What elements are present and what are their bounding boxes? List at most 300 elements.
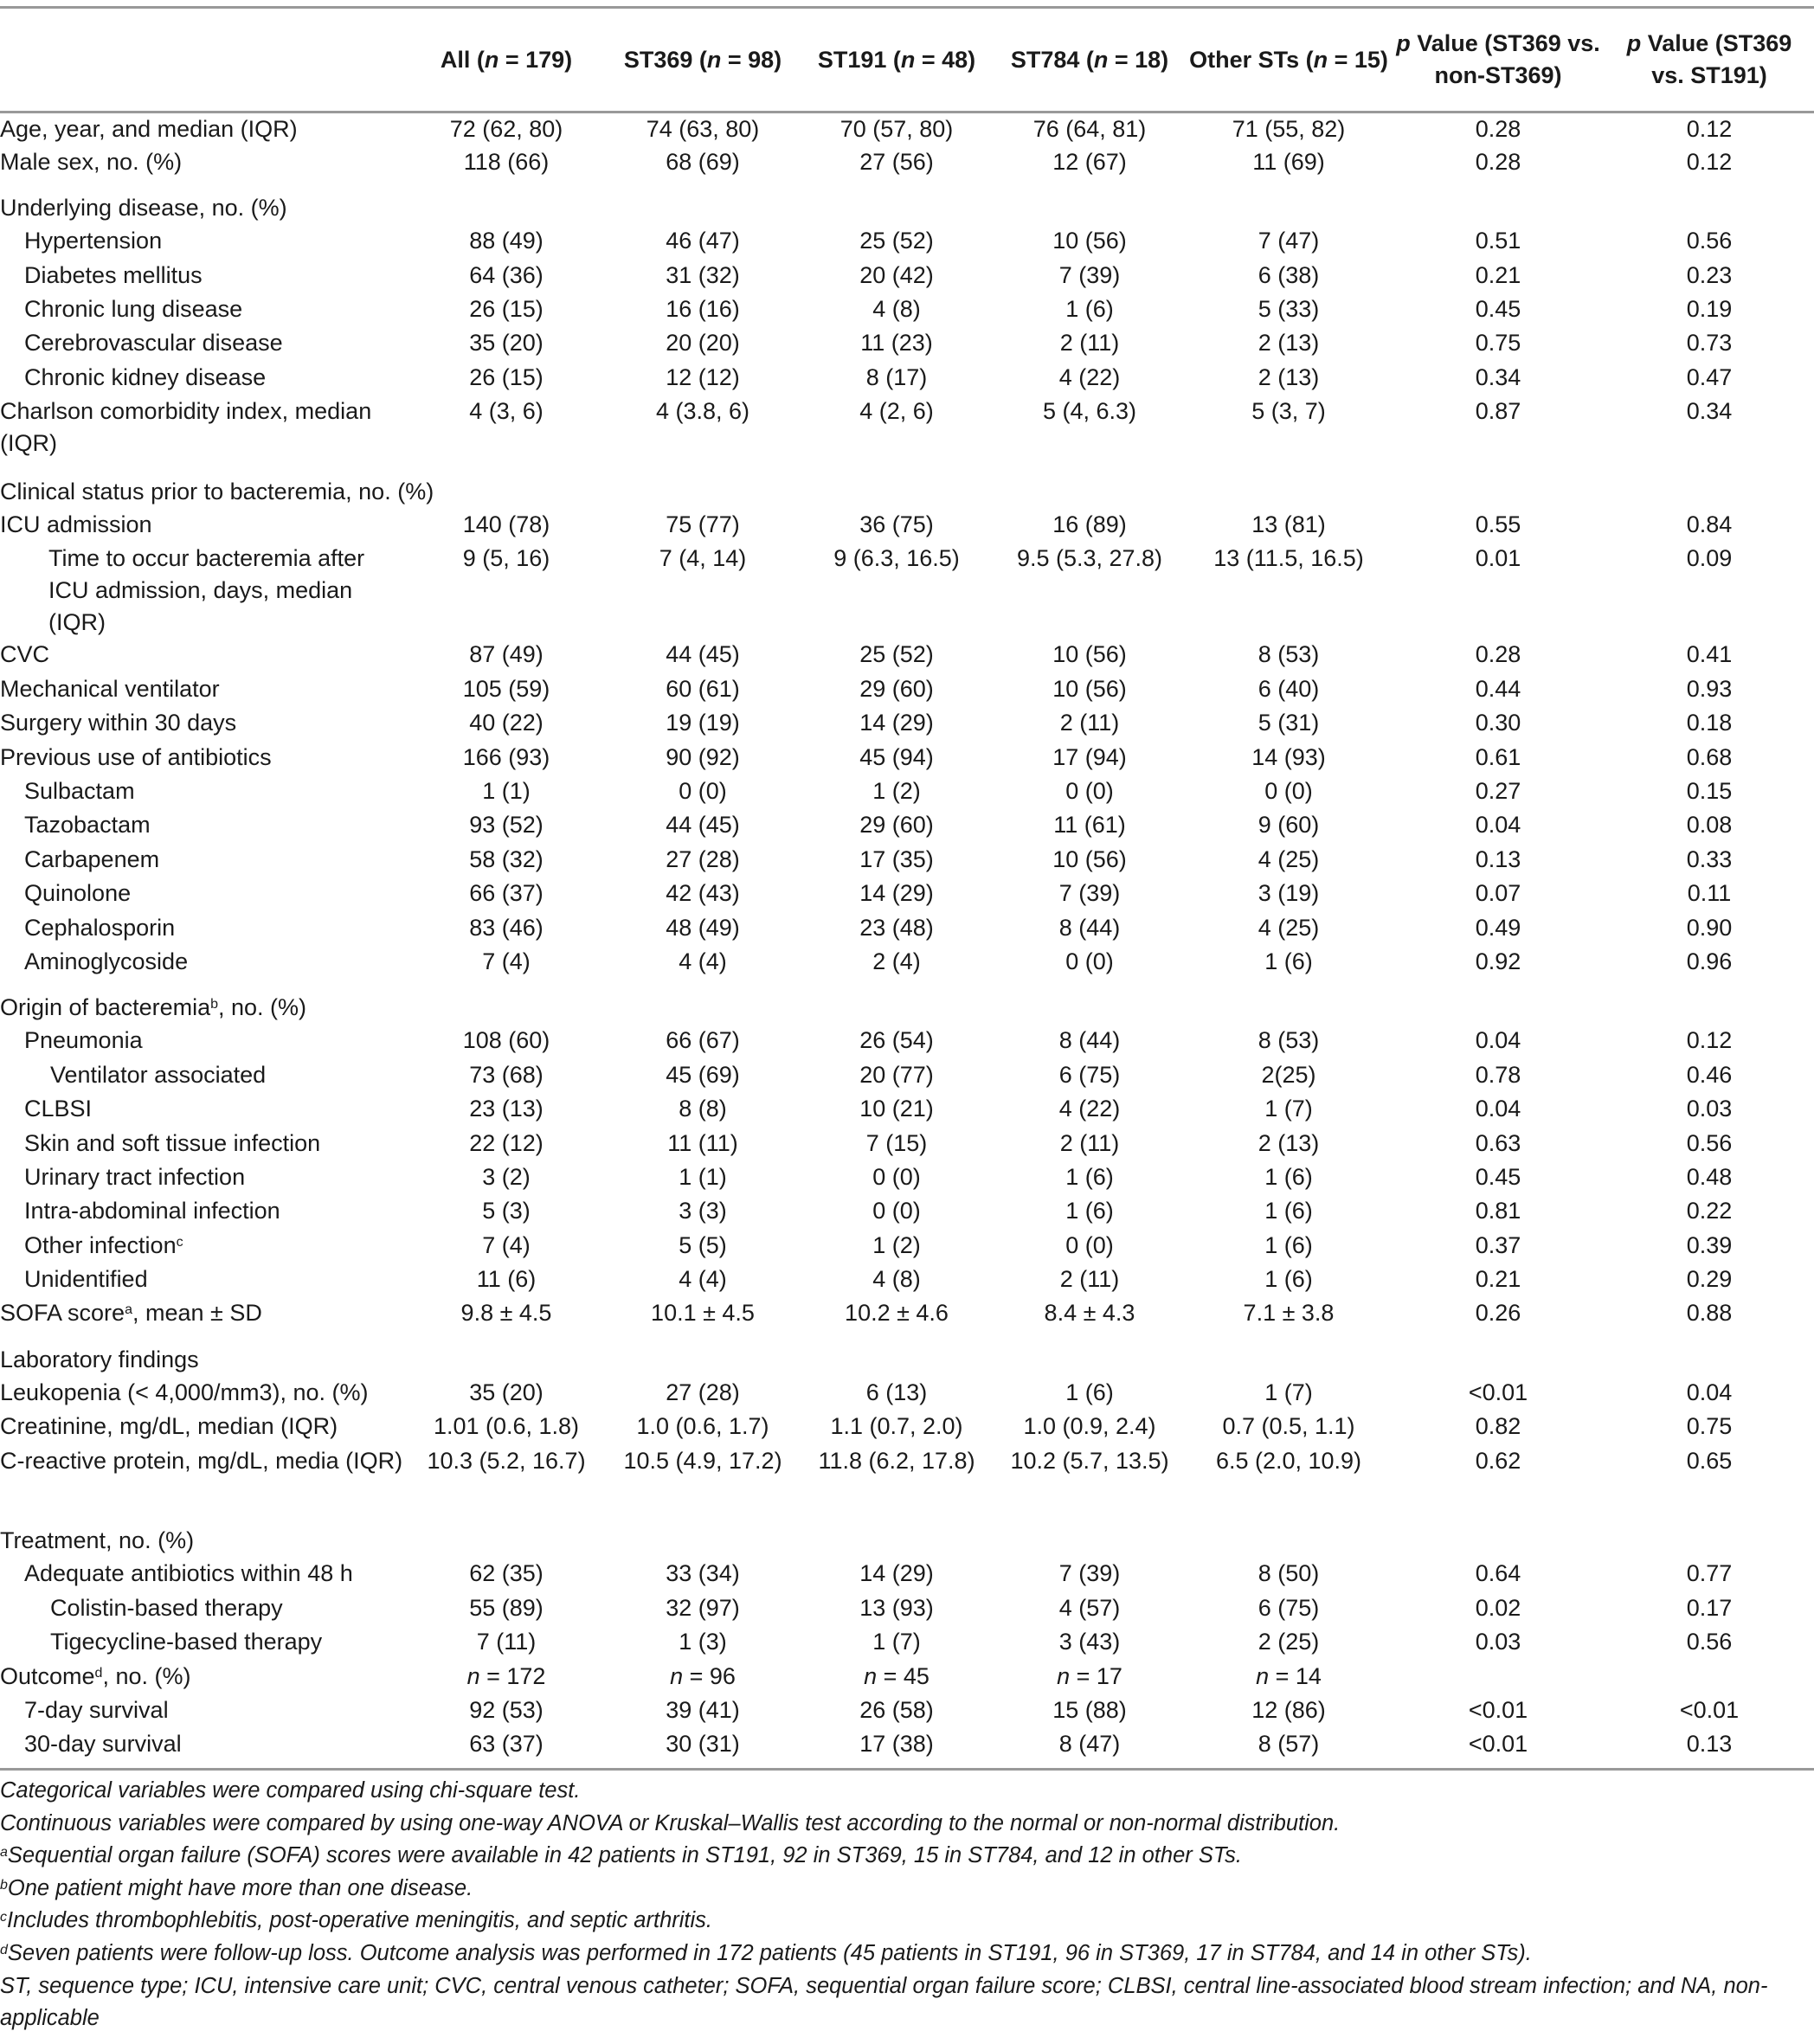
row-label-text	[24, 1263, 407, 1295]
cell-col-6: 0.28	[1475, 641, 1521, 668]
row-label	[0, 673, 407, 707]
cell-col-5: 1 (7)	[1264, 1379, 1313, 1405]
row-label-text	[0, 673, 407, 705]
column-header-suffix: = 18)	[1108, 46, 1169, 73]
cell-col-3: 10 (21)	[859, 1096, 934, 1122]
row-label	[0, 260, 407, 293]
cell-col-7: 0.18	[1686, 710, 1733, 736]
cell-col-7: 0.03	[1686, 1096, 1733, 1122]
table-row	[0, 1161, 1814, 1195]
cell-col-1: 118 (66)	[463, 148, 550, 175]
cell-col-1: 23 (13)	[469, 1096, 544, 1122]
cell-col-7: 0.48	[1686, 1163, 1733, 1190]
row-label-text	[24, 293, 407, 325]
table-row	[0, 1445, 1814, 1514]
row-label	[0, 1377, 407, 1411]
cell-col-6: 0.61	[1475, 743, 1521, 770]
cell-col-1: 108 (60)	[462, 1027, 550, 1054]
row-label	[0, 1059, 407, 1093]
cell-col-7	[1605, 180, 1814, 225]
cell-col-4: 8 (47)	[1058, 1731, 1121, 1758]
row-label	[0, 509, 407, 543]
footnote	[0, 1808, 1800, 1841]
row-label-main: Colistin-based therapy	[50, 1594, 283, 1621]
cell-col-7: 0.09	[1686, 545, 1733, 572]
row-label-text	[0, 1411, 407, 1443]
cell-col-7: 0.77	[1686, 1560, 1733, 1587]
footnote	[0, 1905, 1800, 1938]
cell-col-2: 30 (31)	[666, 1731, 740, 1758]
row-label-text	[0, 192, 407, 224]
cell-col-2: 10.1 ± 4.5	[651, 1300, 755, 1327]
cell-col-6: 0.34	[1475, 363, 1521, 390]
cell-col-1: 73 (68)	[469, 1061, 544, 1088]
cell-col-2: 16 (16)	[666, 296, 740, 323]
cell-col-4: 10 (56)	[1052, 675, 1127, 702]
footnote	[0, 1873, 1800, 1906]
column-header-suffix: = 15)	[1328, 46, 1388, 73]
cell-col-6: 0.03	[1475, 1629, 1521, 1655]
cell-col-7	[1605, 980, 1814, 1025]
cell-col-2: n = 96	[670, 1662, 736, 1689]
cell-col-6: 0.04	[1475, 1027, 1521, 1054]
row-label-text	[24, 912, 407, 944]
cell-col-1: 72 (62, 80)	[449, 116, 563, 142]
row-label-text	[24, 809, 407, 841]
row-label	[0, 877, 407, 911]
n-symbol: n	[864, 1662, 878, 1689]
cell-col-3: 20 (77)	[859, 1061, 934, 1088]
cell-col-1	[407, 464, 606, 509]
cell-col-1: 166 (93)	[462, 743, 550, 770]
table-footnotes	[0, 1775, 1800, 2035]
cell-col-4: 2 (11)	[1059, 1129, 1120, 1156]
row-label	[0, 1694, 407, 1728]
footnote-text: Seven patients were follow-up loss. Outcome analysis was performed in 172 patients (45 patients in ST191, 96 in ST369, 17 in ST784, and 14 in other STs).	[7, 1940, 1532, 1965]
cell-col-7: 0.90	[1686, 914, 1733, 941]
table-row	[0, 1195, 1814, 1229]
cell-col-2: 66 (67)	[666, 1027, 740, 1054]
cell-col-3: 1 (2)	[872, 1231, 921, 1258]
row-label-main: Charlson comorbidity index, median (IQR)	[0, 398, 372, 457]
cell-col-7: 0.73	[1686, 330, 1733, 357]
cell-col-1	[407, 1513, 606, 1558]
row-label-text	[0, 1525, 407, 1557]
footnote	[0, 1970, 1800, 2035]
cell-col-5: 11 (69)	[1252, 148, 1325, 175]
cell-col-2: 3 (3)	[679, 1198, 727, 1224]
cell-col-5: 13 (81)	[1251, 511, 1326, 538]
table-row	[0, 1513, 1814, 1558]
cell-col-6: 0.63	[1475, 1129, 1521, 1156]
row-label-main: C-reactive protein, mg/dL, media (IQR)	[0, 1447, 403, 1474]
table-row	[0, 877, 1814, 911]
cell-col-3: 25 (52)	[859, 641, 934, 668]
row-label-main: 7-day survival	[24, 1696, 169, 1723]
table-row	[0, 844, 1814, 877]
row-label	[0, 946, 407, 980]
table-row	[0, 395, 1814, 464]
cell-col-4: 16 (89)	[1052, 511, 1127, 538]
cell-col-6	[1392, 1661, 1605, 1694]
cell-col-4: 8.4 ± 4.3	[1044, 1300, 1135, 1327]
row-label-main: Quinolone	[24, 880, 132, 907]
row-label	[0, 1592, 407, 1626]
cell-col-6: <0.01	[1468, 1379, 1528, 1405]
row-label-text	[24, 775, 407, 807]
table-row	[0, 1332, 1814, 1377]
row-label-main: Unidentified	[24, 1266, 148, 1293]
row-label	[0, 225, 407, 259]
cell-col-7: 0.29	[1686, 1266, 1733, 1293]
row-label-main: Hypertension	[24, 228, 163, 254]
cell-col-3: 70 (57, 80)	[839, 116, 954, 142]
row-label-text	[0, 1297, 407, 1329]
footnote-marker: c	[176, 1234, 183, 1250]
cell-col-5: 2 (13)	[1258, 1129, 1320, 1156]
cell-col-4	[994, 1513, 1186, 1558]
column-header-prefix: Other STs (	[1189, 46, 1314, 73]
cell-col-2	[606, 1332, 800, 1377]
column-header-0	[0, 8, 407, 112]
cell-col-4	[994, 980, 1186, 1025]
row-label-main: Pneumonia	[24, 1027, 143, 1054]
cell-col-2	[606, 180, 800, 225]
cell-col-4: 0 (0)	[1065, 948, 1114, 974]
cell-col-2: 1 (1)	[679, 1163, 727, 1190]
cell-col-2: 4 (4)	[679, 1266, 727, 1293]
cell-col-4: 0 (0)	[1065, 1231, 1114, 1258]
cell-col-4: 2 (11)	[1059, 710, 1120, 736]
table-row	[0, 1230, 1814, 1263]
cell-col-3: 14 (29)	[859, 710, 934, 736]
row-label	[0, 293, 407, 327]
cell-col-3: 17 (35)	[859, 845, 934, 872]
table-row	[0, 260, 1814, 293]
cell-col-7: 0.68	[1686, 743, 1733, 770]
cell-col-7: 0.75	[1686, 1413, 1733, 1440]
table-bottom-rule	[0, 1768, 1814, 1771]
row-label	[0, 980, 407, 1025]
row-label-text	[50, 1059, 407, 1091]
table-row	[0, 464, 1814, 509]
cell-col-7: 0.96	[1686, 948, 1733, 974]
row-label-main: CLBSI	[24, 1096, 93, 1122]
cell-col-3: 11 (23)	[860, 330, 933, 357]
cell-col-4: 9.5 (5.3, 27.8)	[1016, 545, 1163, 572]
cell-col-1: 1.01 (0.6, 1.8)	[433, 1413, 580, 1440]
row-label	[0, 1411, 407, 1444]
row-label	[0, 180, 407, 225]
row-label-main: Skin and soft tissue infection	[24, 1129, 321, 1156]
cell-col-6: 0.01	[1475, 545, 1521, 572]
cell-col-6	[1392, 180, 1605, 225]
row-label-main: SOFA score	[0, 1300, 125, 1327]
column-header-suffix: Value (ST369 vs. non-ST369)	[1410, 30, 1600, 88]
n-symbol: n	[1057, 1662, 1071, 1689]
cell-col-1: 40 (22)	[469, 710, 544, 736]
cell-col-6: 0.30	[1475, 710, 1521, 736]
table-row	[0, 946, 1814, 980]
footnote-marker: c	[0, 1910, 7, 1925]
cell-col-5: 4 (25)	[1258, 914, 1320, 941]
table-row	[0, 327, 1814, 361]
row-label-text	[24, 1694, 407, 1726]
row-label	[0, 742, 407, 775]
cell-col-5: 7 (47)	[1258, 228, 1320, 254]
row-label-text	[24, 1230, 407, 1262]
cell-col-5: 14 (93)	[1251, 743, 1326, 770]
table-row	[0, 809, 1814, 843]
row-label-main: Cephalosporin	[24, 914, 176, 941]
cell-col-6: <0.01	[1468, 1696, 1528, 1723]
cell-col-5	[1186, 980, 1392, 1025]
cell-col-7: 0.34	[1686, 398, 1733, 425]
column-header-suffix: = 179)	[499, 46, 573, 73]
row-label-suffix: , mean ± SD	[132, 1300, 262, 1327]
cell-col-7: 0.39	[1686, 1231, 1733, 1258]
row-label	[0, 146, 407, 180]
cell-col-3: 45 (94)	[859, 743, 934, 770]
cell-col-6	[1392, 464, 1605, 509]
cell-col-1: 35 (20)	[469, 1379, 544, 1405]
cell-col-5	[1186, 1332, 1392, 1377]
cell-col-4: 12 (67)	[1052, 148, 1127, 175]
row-label	[0, 1263, 407, 1297]
row-label-main: Carbapenem	[24, 845, 160, 872]
footnote-text: One patient might have more than one disease.	[7, 1875, 473, 1900]
cell-col-4: 1 (6)	[1065, 1163, 1114, 1190]
table-row	[0, 1093, 1814, 1127]
row-label	[0, 1558, 407, 1591]
footnote	[0, 1938, 1800, 1970]
cell-col-4: 1 (6)	[1065, 296, 1114, 323]
column-header-italic: n	[1313, 46, 1328, 73]
cell-col-4	[994, 1332, 1186, 1377]
cell-col-4: 11 (61)	[1053, 812, 1126, 839]
cell-col-3: 29 (60)	[859, 812, 934, 839]
column-header-italic: n	[1093, 46, 1109, 73]
row-label-main: Male sex, no. (%)	[0, 148, 183, 175]
cell-col-7: 0.08	[1686, 812, 1733, 839]
cell-col-1	[407, 980, 606, 1025]
cell-col-6: 0.78	[1475, 1061, 1521, 1088]
cell-col-7: 0.56	[1686, 228, 1733, 254]
cell-col-2: 48 (49)	[666, 914, 740, 941]
cell-col-3: 1.1 (0.7, 2.0)	[830, 1413, 963, 1440]
row-label-main: Diabetes mellitus	[24, 261, 203, 288]
row-label-main: Underlying disease, no. (%)	[0, 195, 287, 222]
row-label-main: Treatment, no. (%)	[0, 1527, 195, 1554]
row-label	[0, 395, 407, 464]
table-row	[0, 912, 1814, 946]
cell-col-6: 0.81	[1475, 1198, 1521, 1224]
table-row	[0, 707, 1814, 741]
cell-col-5: 8 (53)	[1258, 1027, 1320, 1054]
row-label-text	[0, 742, 407, 774]
cell-col-1: 87 (49)	[469, 641, 544, 668]
cell-col-6: 0.28	[1475, 116, 1521, 142]
row-label-main: CVC	[0, 641, 50, 668]
row-label-main: Tazobactam	[24, 812, 151, 839]
cell-col-7	[1605, 1332, 1814, 1377]
cell-col-6: 0.26	[1475, 1300, 1521, 1327]
column-header-prefix: All (	[440, 46, 485, 73]
cell-col-5: 6 (38)	[1258, 261, 1320, 288]
cell-col-2: 90 (92)	[666, 743, 740, 770]
row-label	[0, 362, 407, 395]
column-header-italic: n	[484, 46, 499, 73]
cell-col-3: 25 (52)	[859, 228, 934, 254]
cell-col-6: 0.37	[1475, 1231, 1521, 1258]
cell-col-5: 5 (3, 7)	[1251, 398, 1326, 425]
row-label	[0, 327, 407, 361]
table-row	[0, 146, 1814, 180]
cell-col-2: 74 (63, 80)	[646, 116, 760, 142]
cell-col-7: 0.17	[1686, 1594, 1733, 1621]
column-header-1	[407, 8, 606, 112]
cell-col-6: <0.01	[1468, 1731, 1528, 1758]
cell-col-2: 42 (43)	[666, 880, 740, 907]
footnote-marker: b	[210, 997, 219, 1012]
table-row	[0, 1626, 1814, 1660]
cell-col-5: n = 14	[1256, 1662, 1322, 1689]
cell-col-5: 1 (6)	[1264, 1198, 1313, 1224]
table-row	[0, 1728, 1814, 1762]
cell-col-2	[606, 464, 800, 509]
cell-col-1: 4 (3, 6)	[469, 398, 544, 425]
cell-col-6: 0.04	[1475, 812, 1521, 839]
row-label-text	[24, 844, 407, 876]
cell-col-5: 2 (25)	[1258, 1629, 1320, 1655]
row-label-text	[0, 146, 407, 178]
cell-col-2: 1 (3)	[679, 1629, 727, 1655]
cell-col-2: 4 (3.8, 6)	[655, 398, 750, 425]
row-label-text	[24, 543, 407, 639]
row-label	[0, 1297, 407, 1331]
row-label-text	[24, 1128, 407, 1160]
row-label	[0, 1093, 407, 1127]
cell-col-3: 10.2 ± 4.6	[845, 1300, 949, 1327]
column-header-suffix: = 98)	[721, 46, 782, 73]
cell-col-1: n = 172	[466, 1662, 546, 1689]
cell-col-5: 8 (50)	[1258, 1560, 1320, 1587]
cell-col-2: 60 (61)	[666, 675, 740, 702]
cell-col-2: 19 (19)	[666, 710, 740, 736]
cell-col-5	[1186, 180, 1392, 225]
cell-col-6: 0.87	[1475, 398, 1521, 425]
cell-col-4: 10 (56)	[1052, 845, 1127, 872]
footnote-text: Includes thrombophlebitis, post-operative meningitis, and septic arthritis.	[7, 1908, 712, 1933]
row-label-text	[0, 992, 407, 1024]
footnote-text: Continuous variables were compared by using one-way ANOVA or Kruskal–Wallis test according to the normal or non-normal distribution.	[0, 1810, 1341, 1835]
column-header-italic: p	[1626, 30, 1642, 56]
cell-col-6: 0.64	[1475, 1560, 1521, 1587]
cell-col-6: 0.75	[1475, 330, 1521, 357]
table-row	[0, 1411, 1814, 1444]
cell-col-1: 10.3 (5.2, 16.7)	[427, 1447, 586, 1474]
cell-col-4: 76 (64, 81)	[1032, 116, 1147, 142]
cell-col-1	[407, 1332, 606, 1377]
cell-col-3: 4 (8)	[872, 296, 921, 323]
row-label	[0, 844, 407, 877]
row-label-text	[0, 476, 434, 508]
cell-col-7: 0.15	[1686, 777, 1733, 804]
column-header-4	[994, 8, 1186, 112]
column-header-5	[1186, 8, 1392, 112]
cell-col-2: 75 (77)	[666, 511, 740, 538]
cell-col-3: 1 (7)	[872, 1629, 921, 1655]
footnote	[0, 1775, 1800, 1808]
cell-col-3: 29 (60)	[859, 675, 934, 702]
row-label-text	[24, 1558, 407, 1590]
row-label-text	[24, 327, 407, 359]
n-symbol: n	[466, 1662, 480, 1689]
cell-col-2: 8 (8)	[679, 1096, 727, 1122]
row-label	[0, 1332, 407, 1377]
cell-col-3: 23 (48)	[859, 914, 934, 941]
table-row	[0, 225, 1814, 259]
cell-col-7: 0.56	[1686, 1629, 1733, 1655]
row-label-text	[50, 1592, 407, 1624]
cell-col-5: 1 (6)	[1264, 1231, 1313, 1258]
cell-col-5: 9 (60)	[1258, 812, 1320, 839]
cell-col-4: 8 (44)	[1058, 1027, 1121, 1054]
row-label	[0, 543, 407, 639]
row-label-text	[24, 1093, 407, 1125]
table-row	[0, 1377, 1814, 1411]
cell-col-4: 4 (22)	[1058, 363, 1121, 390]
cell-col-2: 33 (34)	[666, 1560, 740, 1587]
row-label-main: Previous use of antibiotics	[0, 743, 272, 770]
cell-col-7: <0.01	[1679, 1696, 1740, 1723]
cell-col-4	[994, 180, 1186, 225]
row-label	[0, 1230, 407, 1263]
cell-col-1: 58 (32)	[469, 845, 544, 872]
cell-col-7: 0.04	[1686, 1379, 1733, 1405]
cell-col-7: 0.93	[1686, 675, 1733, 702]
cell-col-1: 1 (1)	[482, 777, 531, 804]
row-label	[0, 1445, 407, 1514]
cell-col-6: 0.62	[1475, 1447, 1521, 1474]
row-label-text	[0, 1445, 407, 1477]
cell-col-4: 7 (39)	[1058, 261, 1121, 288]
cell-col-6: 0.28	[1475, 148, 1521, 175]
row-label-text	[0, 509, 407, 541]
column-header-italic: n	[900, 46, 916, 73]
cell-col-4: 1.0 (0.9, 2.4)	[1023, 1413, 1156, 1440]
cell-col-5	[1186, 464, 1392, 509]
cell-col-5: 6.5 (2.0, 10.9)	[1215, 1447, 1362, 1474]
cell-col-1: 35 (20)	[469, 330, 544, 357]
cell-col-6: 0.07	[1475, 880, 1521, 907]
cell-col-5: 4 (25)	[1258, 845, 1320, 872]
cell-col-3: 6 (13)	[865, 1379, 928, 1405]
cell-col-1: 93 (52)	[469, 812, 544, 839]
cell-col-7: 0.22	[1686, 1198, 1733, 1224]
cell-col-1: 7 (4)	[482, 948, 531, 974]
cell-col-4: 10 (56)	[1052, 228, 1127, 254]
cell-col-3: 0 (0)	[872, 1198, 921, 1224]
row-label-main: Chronic kidney disease	[24, 363, 267, 390]
cell-col-1: 5 (3)	[482, 1198, 531, 1224]
cell-col-7	[1605, 464, 1814, 509]
row-label-text	[0, 395, 407, 460]
row-label-main: Urinary tract infection	[24, 1163, 246, 1190]
cell-col-1: 3 (2)	[482, 1163, 531, 1190]
cell-col-3: 26 (54)	[859, 1027, 934, 1054]
footnote-text: Sequential organ failure (SOFA) scores were available in 42 patients in ST191, 92 in ST369, 15 in ST784, and 12 in other STs.	[7, 1843, 1242, 1868]
